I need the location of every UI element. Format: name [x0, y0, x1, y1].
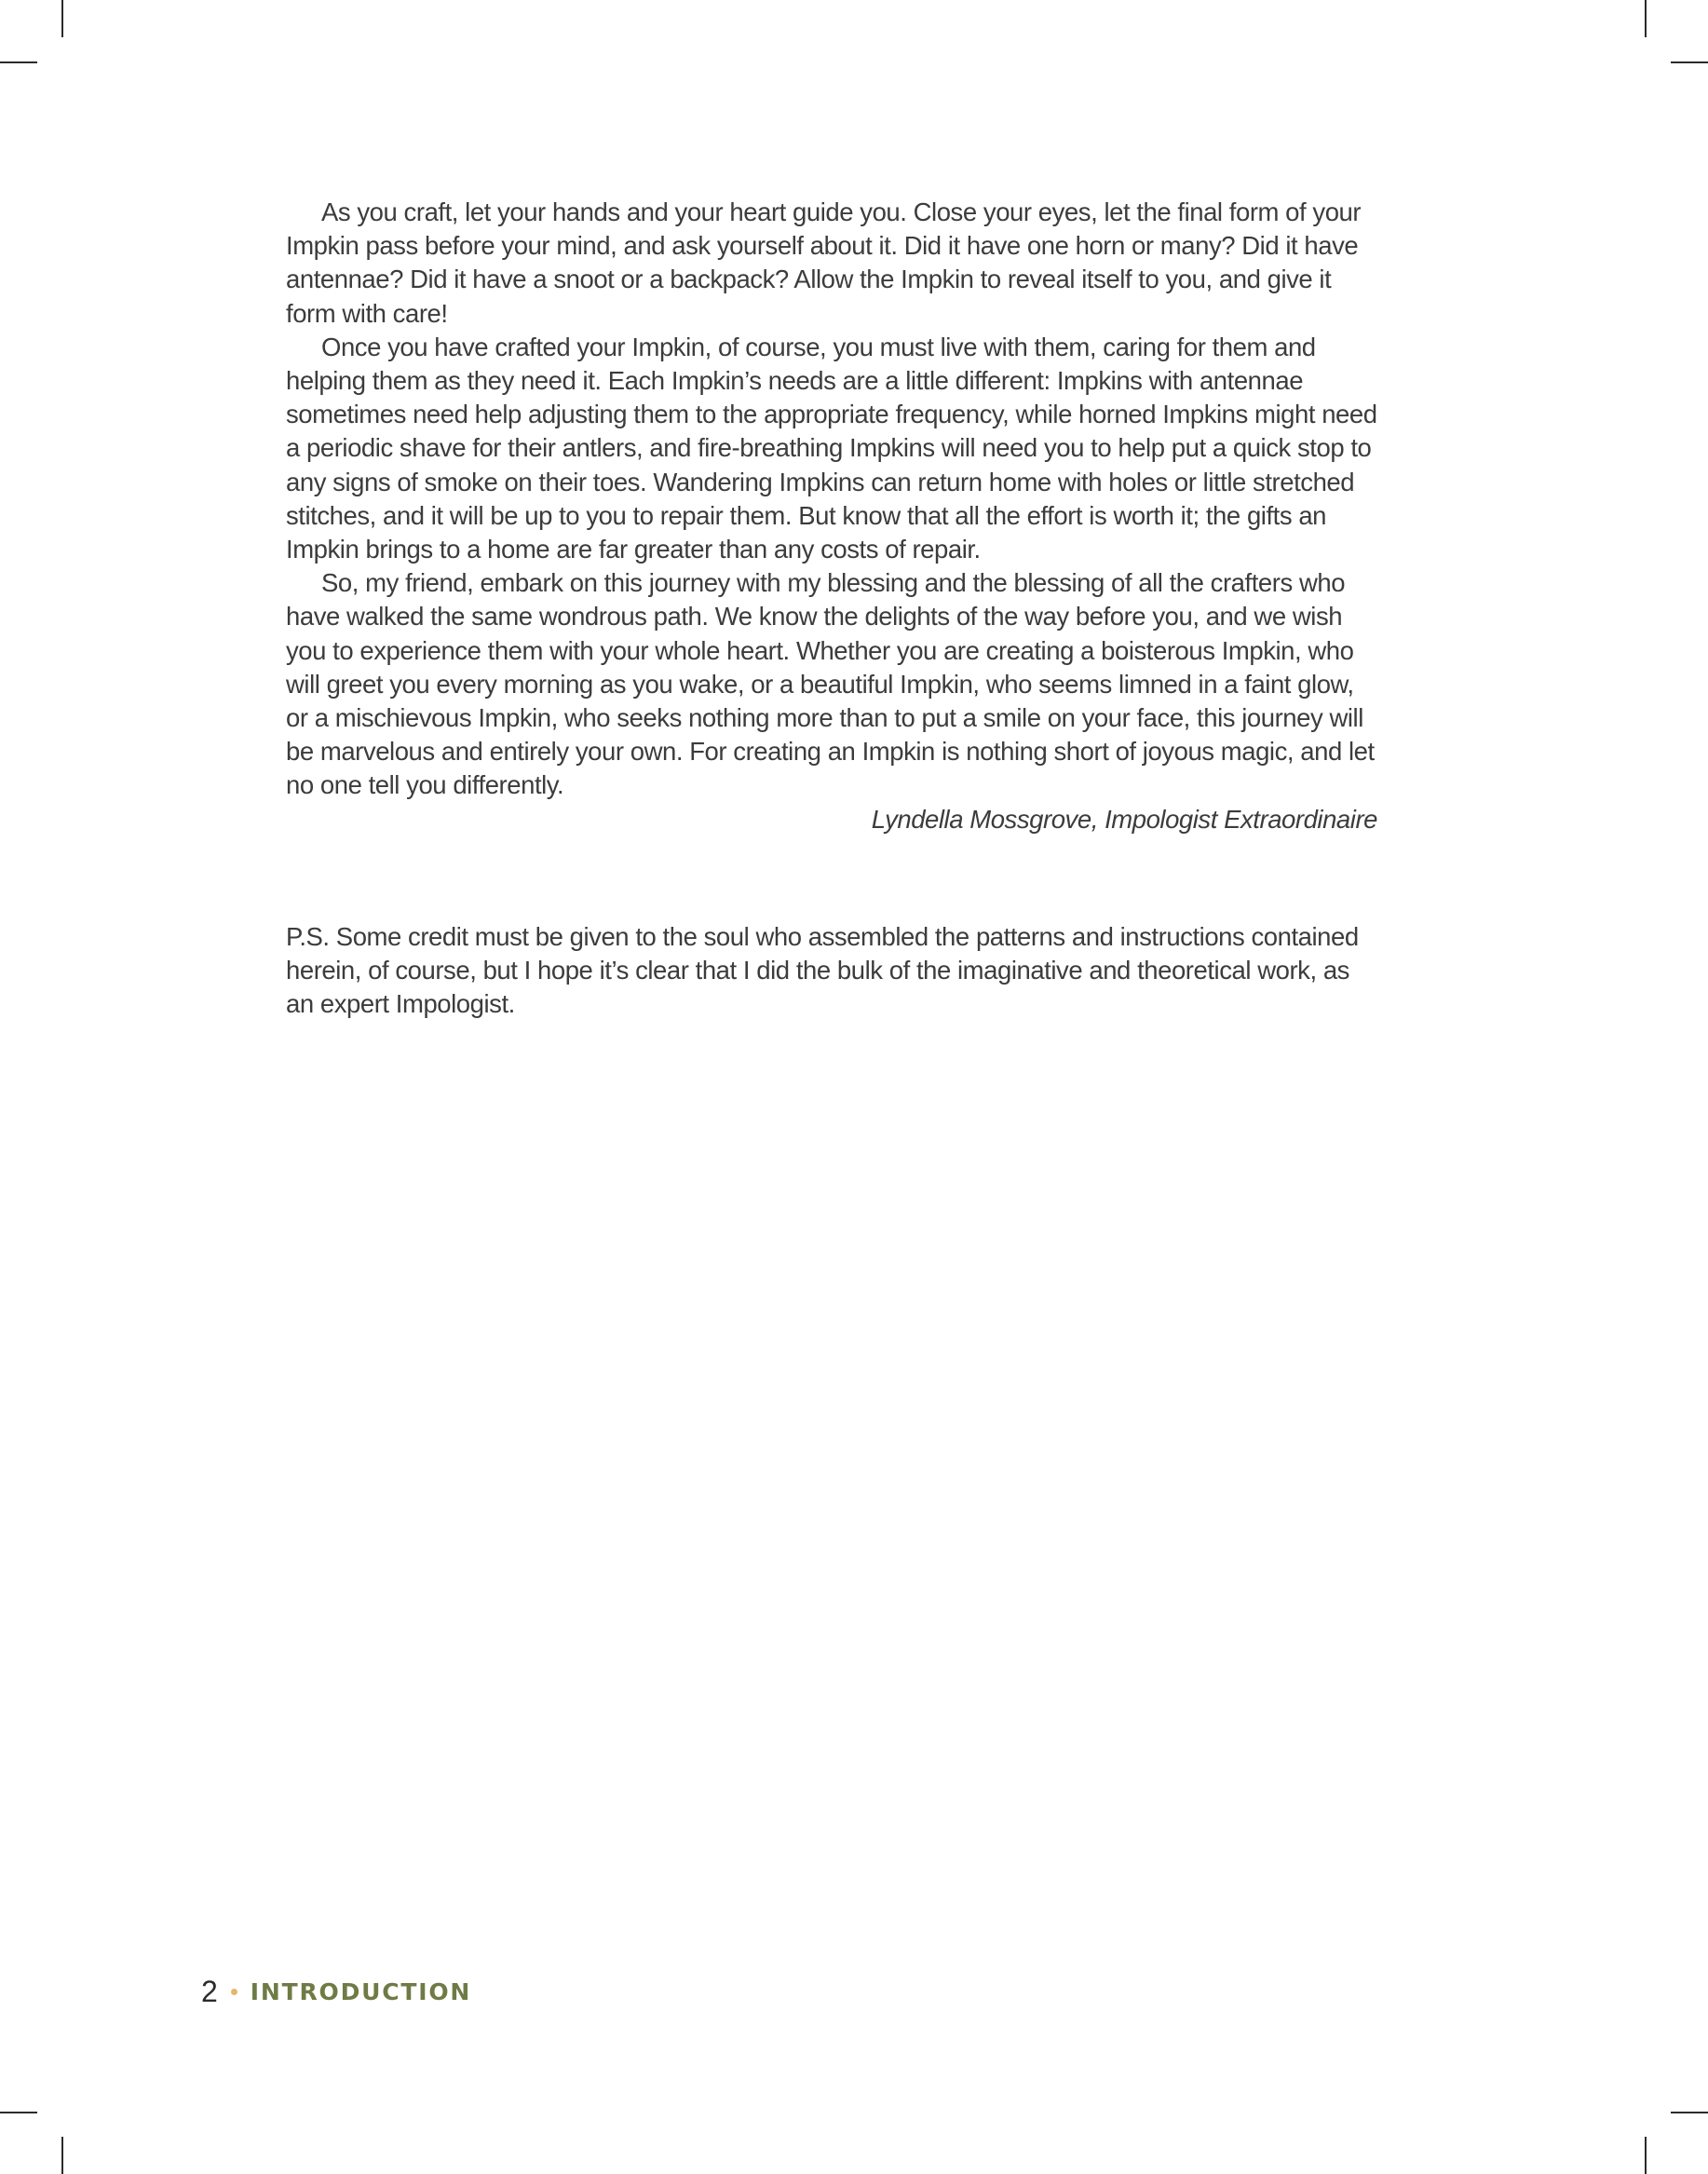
crop-mark-bottom-right-vertical	[1645, 2137, 1647, 2174]
page-footer	[201, 1973, 471, 2010]
crop-mark-bottom-left-vertical	[61, 2137, 63, 2174]
page-number: 2	[201, 1974, 218, 2008]
postscript: P.S. Some credit must be given to the soul who assembled the patterns and instructions contained herein, of course, but I hope it’s clear that I did the bulk of the imaginative and theoretical work, as an expert Impologist.	[286, 921, 1359, 1019]
crop-mark-top-left-vertical	[61, 0, 63, 37]
bullet-separator-icon	[231, 1989, 237, 1995]
crop-mark-top-left-horizontal	[0, 61, 37, 63]
body-text	[286, 196, 1377, 1021]
crop-mark-top-right-horizontal	[1671, 61, 1708, 63]
paragraph-craft-guidance: As you craft, let your hands and your heart guide you. Close your eyes, let the final form of your Impkin pass before your mind, and ask yourself about it. Did it have one horn or many? Did it have antennae? Did it have a snoot or a backpack? Allow the Impkin to reveal itself to you, and give it form with care!	[286, 197, 1362, 328]
crop-mark-bottom-left-horizontal	[0, 2112, 37, 2113]
author-signature: Lyndella Mossgrove, Impologist Extraordinaire	[871, 804, 1377, 834]
crop-mark-bottom-right-horizontal	[1671, 2112, 1708, 2113]
paragraph-blessing: So, my friend, embark on this journey with my blessing and the blessing of all the crafters who have walked the same wondrous path. We know the delights of the way before you, and we wish you to experience them with your whole heart. Whether you are creating a boisterous Impkin, who will greet you every morning as you wake, or a beautiful Impkin, who seems limned in a faint glow, or a mischievous Impkin, who seeks nothing more than to put a smile on your face, this journey will be marvelous and entirely your own. For creating an Impkin is nothing short of joyous magic, and let no one tell you differently.	[286, 568, 1375, 800]
section-title: INTRODUCTION	[250, 1977, 472, 2005]
crop-mark-top-right-vertical	[1645, 0, 1647, 37]
paragraph-caring-for-impkin: Once you have crafted your Impkin, of course, you must live with them, caring for them and helping them as they need it. Each Impkin’s needs are a little different: Impkins with antennae sometimes need help adjusting them to the appropriate frequency, while horned Impkins might need a periodic shave for their antlers, and fire-breathing Impkins will need you to help put a quick stop to any signs of smoke on their toes. Wandering Impkins can return home with holes or little stretched stitches, and it will be up to you to repair them. But know that all the effort is worth it; the gifts an Impkin brings to a home are far greater than any costs of repair.	[286, 332, 1377, 564]
